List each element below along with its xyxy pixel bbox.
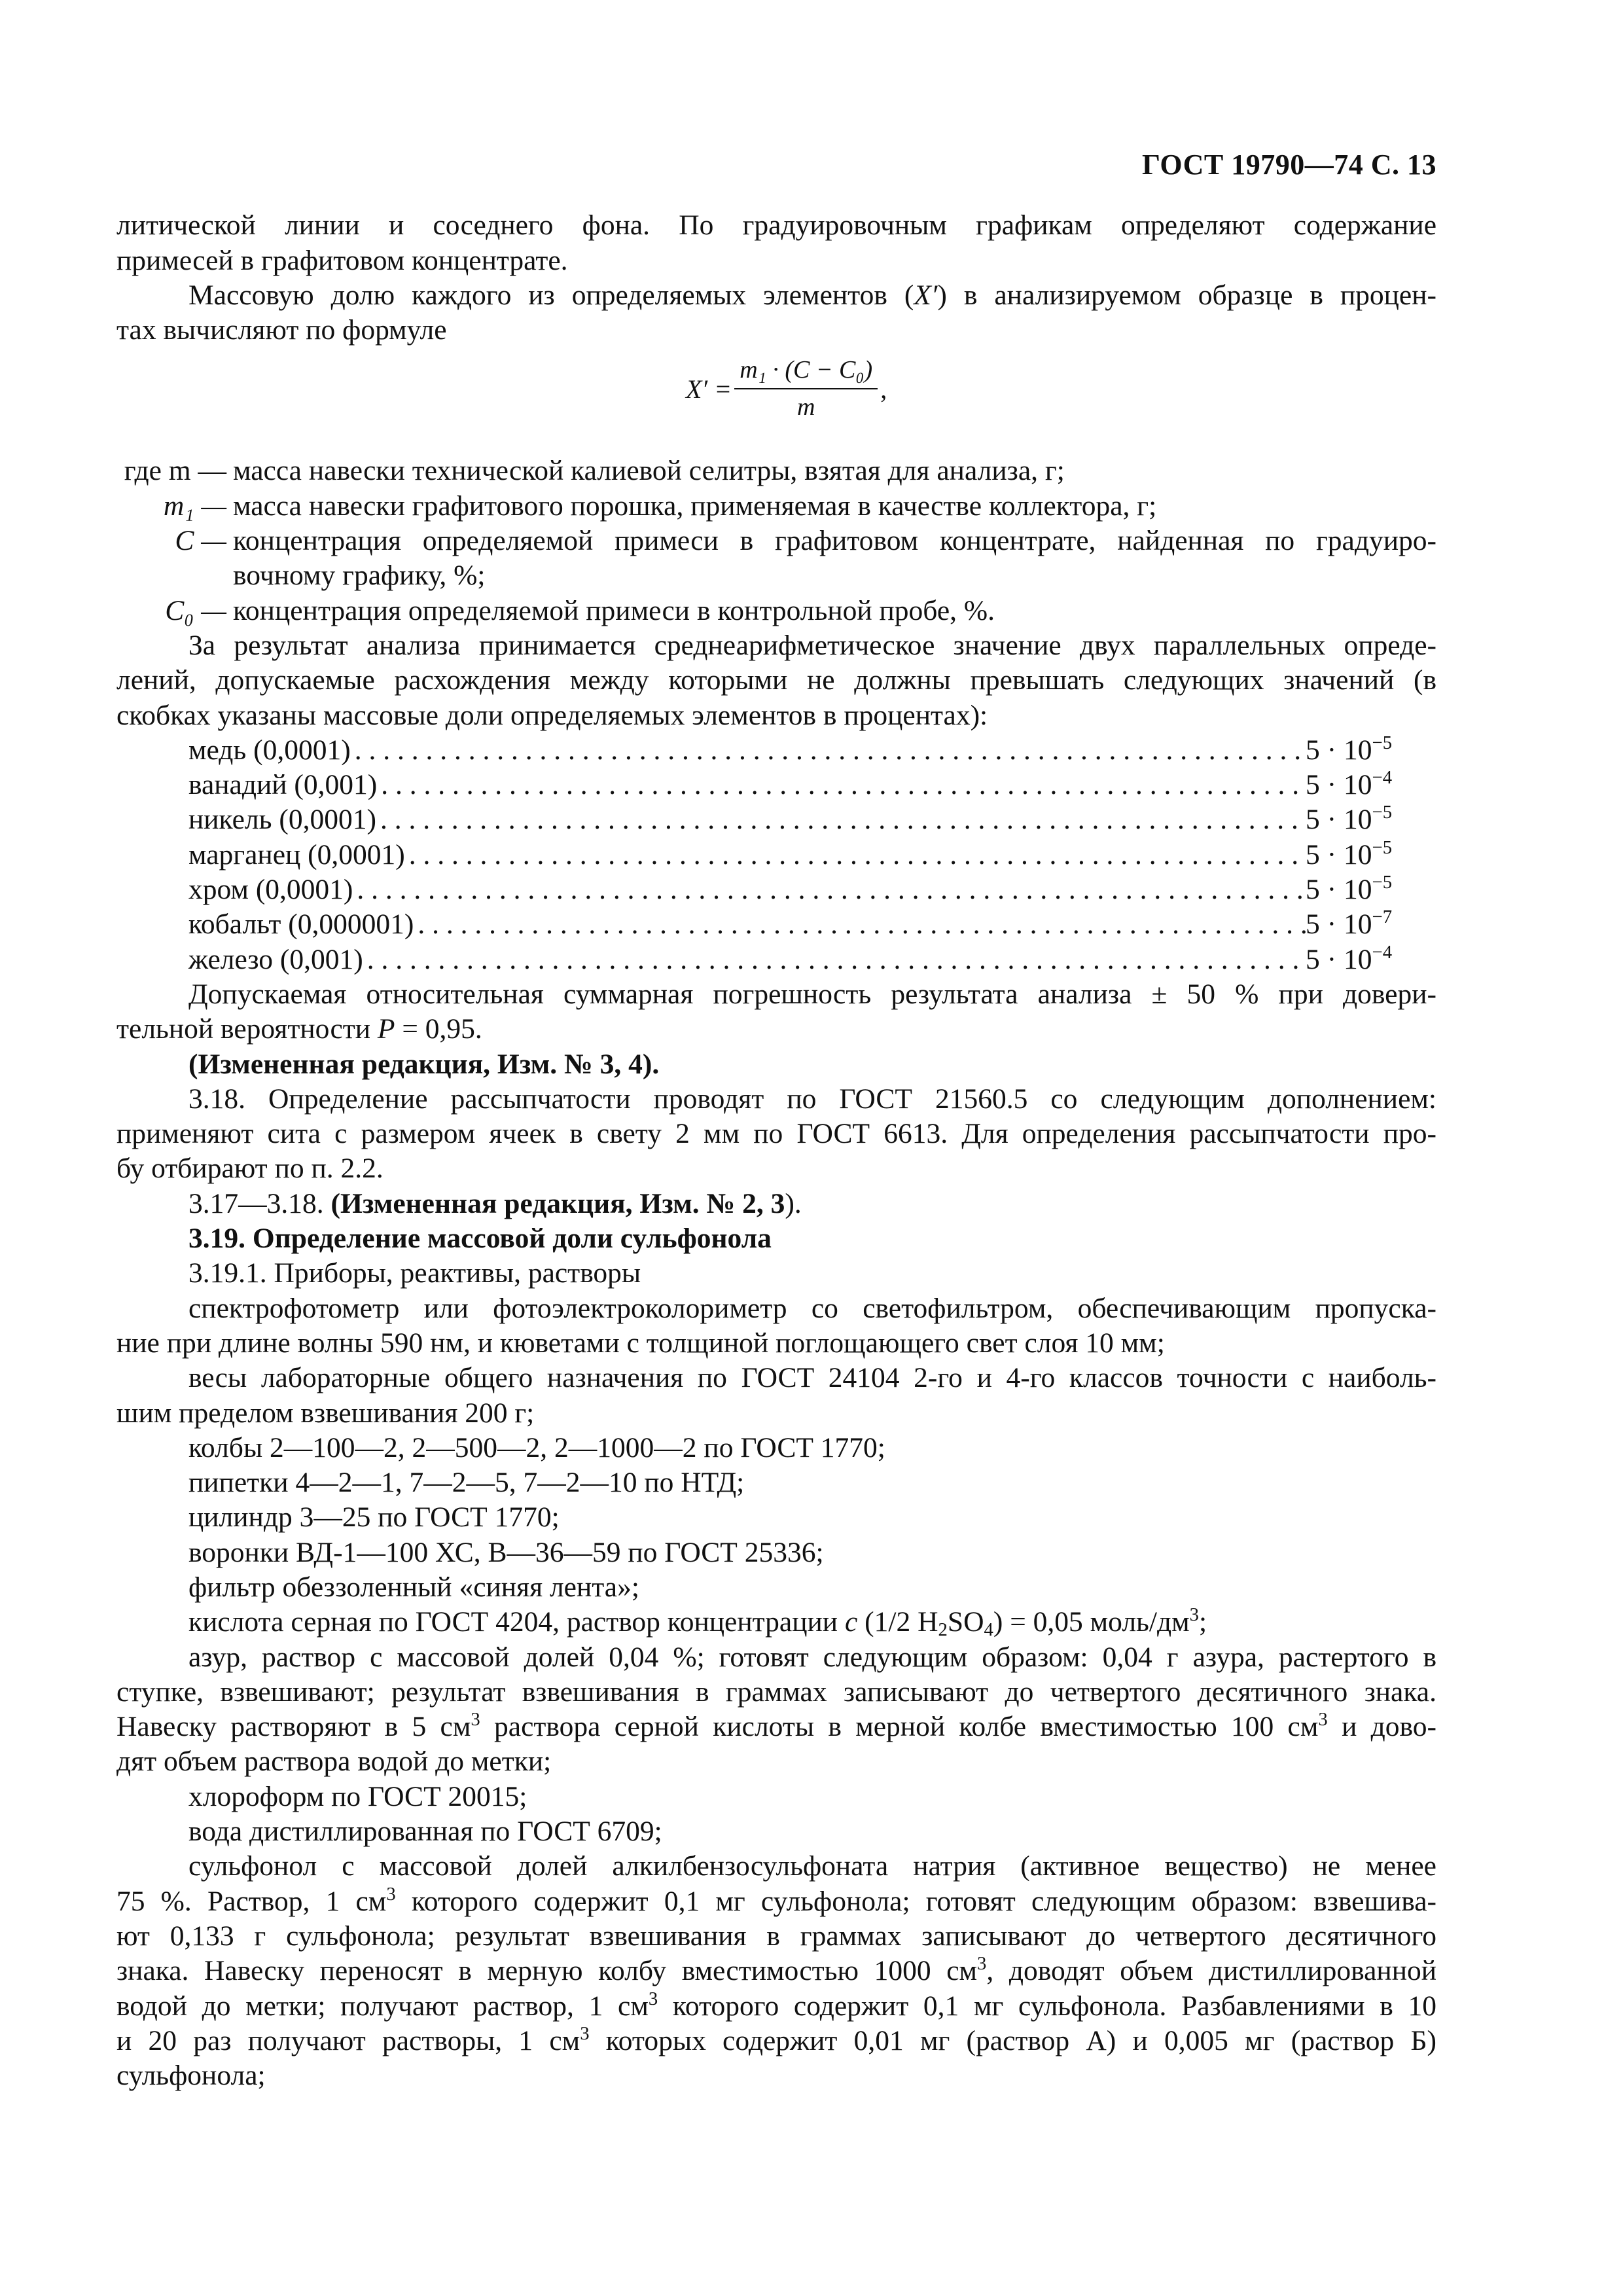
paragraph-1-end: примесей в графитовом концентрате.	[116, 244, 568, 276]
item-flasks: колбы 2—100—2, 2—500—2, 2—1000—2 по ГОСТ 1770;	[188, 1431, 885, 1463]
item-sulfonol-line-5: водой до метки; получают раствор, 1 $см^3$ которого содержит 0,1 мг сульфонола. Разбавлениями в 10	[116, 1988, 1436, 2022]
formula-denominator: m	[796, 393, 815, 422]
formula-lhs: X′ =	[686, 374, 732, 404]
paragraph-3-line-3: скобках указаны массовые доли определяемых элементов в процентах):	[116, 699, 988, 731]
definition-c-cont: вочному графику, %;	[233, 560, 486, 592]
leader-dots	[351, 733, 1306, 768]
item-azure-line-2: ступке, взвешивают; результат взвешивания в граммах записывают до четвертого десятичного знака.	[116, 1676, 1436, 1708]
definition-c: C — концентрация определяемой примеси в графитовом концентрате, найденная по градуиро-	[175, 525, 1436, 557]
formula-definitions	[116, 454, 1436, 628]
item-azure-line-3: Навеску растворяют в 5 $см^3$ раствора серной кислоты в мерной колбе вместимостью 100 $см^3$ и дово-	[116, 1709, 1437, 1743]
item-cylinder: цилиндр 3—25 по ГОСТ 1770;	[188, 1501, 560, 1534]
item-spectrophotometer: спектрофотометр или фотоэлектроколориметр со светофильтром, обеспечивающим пропуска-	[188, 1292, 1436, 1324]
tolerance-row: марганец (0,0001) . . . $5 \cdot 10^{-5}$	[188, 838, 1436, 872]
definition-c0: C₀ — концентрация определяемой примеси в контрольной пробе, %.	[165, 594, 995, 626]
formula	[686, 353, 887, 425]
formula-tail: ,	[880, 374, 887, 404]
item-sulfonol-line-3: ют 0,133 г сульфонола; результат взвешивания в граммах записывают до четвертого десятичного	[116, 1920, 1436, 1952]
item-sulfuric-acid: кислота серная по ГОСТ 4204, раствор концентрации c (1/2 $H_2SO_4) = 0,05$ моль/$дм^3$;	[188, 1604, 1207, 1641]
formula-numerator: m₁ · (C − C₀)	[734, 353, 878, 389]
tolerance-row: железо (0,001) . . . $5 \cdot 10^{-4}$	[188, 942, 1436, 977]
item-scales-end: шим пределом взвешивания 200 г;	[116, 1397, 535, 1429]
paragraph-3-line-2: лений, допускаемые расхождения между которыми не должны превышать следующих значений (в	[116, 664, 1436, 696]
item-sulfonol-line-7: сульфонола;	[116, 2060, 266, 2092]
paragraph-4: Допускаемая относительная суммарная погрешность результата анализа ± 50 % при довери-	[188, 978, 1436, 1010]
section-3-18: 3.18. Определение рассыпчатости проводят по ГОСТ 21560.5 со следующим дополнением:	[188, 1083, 1436, 1115]
amendment-note-2: 3.17—3.18. (Измененная редакция, Изм. № 2, 3).	[188, 1187, 802, 1219]
leader-dots	[405, 838, 1306, 872]
section-3-19-1-title: 3.19.1. Приборы, реактивы, растворы	[188, 1257, 641, 1289]
leader-dots	[353, 872, 1306, 907]
tolerance-row: хром (0,0001) . . . $5 \cdot 10^{-5}$	[188, 872, 1436, 907]
tolerance-row: никель (0,0001) . . . $5 \cdot 10^{-5}$	[188, 802, 1436, 837]
tolerance-row: ванадий (0,001) . . . $5 \cdot 10^{-4}$	[188, 768, 1436, 802]
section-3-19-title: 3.19. Определение массовой доли сульфонола	[188, 1223, 772, 1255]
tolerance-row: медь (0,0001) . . . $5 \cdot 10^{-5}$	[188, 733, 1436, 768]
paragraph-2-end: тах вычисляют по формуле	[116, 314, 447, 346]
paragraph-1: литической линии и соседнего фона. По градуировочным графикам определяют содержание	[116, 209, 1436, 242]
item-sulfonol: сульфонол с массовой долей алкилбензосульфоната натрия (активное вещество) не менее	[188, 1850, 1436, 1882]
tolerance-row: кобальт (0,000001) . . . $5 \cdot 10^{-7}$	[188, 907, 1436, 942]
leader-dots	[414, 907, 1306, 942]
item-sulfonol-line-2: 75 %. Раствор, 1 $см^3$ которого содержит 0,1 мг сульфонола; готовят следующим образом: взвешива-	[116, 1883, 1437, 1917]
definition-m1: m₁ — масса навески графитового порошка, применяемая в качестве коллектора, г;	[163, 490, 1157, 522]
section-3-18-line-2: применяют сита с размером ячеек в свету 2 мм по ГОСТ 6613. Для определения рассыпчатости про-	[116, 1118, 1436, 1150]
amendment-note-1: (Измененная редакция, Изм. № 3, 4).	[188, 1048, 660, 1080]
item-chloroform: хлороформ по ГОСТ 20015;	[188, 1780, 527, 1812]
item-sulfonol-line-6: и 20 раз получают растворы, 1 $см^3$ которых содержит 0,01 мг (раствор А) и 0,005 мг (раствор Б)	[116, 2023, 1436, 2056]
tolerance-list	[116, 733, 1436, 977]
leader-dots	[376, 802, 1306, 837]
formula-fraction	[734, 353, 878, 425]
item-pipettes: пипетки 4—2—1, 7—2—5, 7—2—10 по НТД;	[188, 1467, 745, 1499]
item-azure: азур, раствор с массовой долей 0,04 %; готовят следующим образом: 0,04 г азура, растертого в	[188, 1641, 1436, 1673]
item-funnels: воронки ВД-1—100 ХС, В—36—59 по ГОСТ 25336;	[188, 1536, 824, 1568]
item-sulfonol-line-4: знака. Навеску переносят в мерную колбу вместимостью 1000 $см^3$, доводят объем дистиллированной	[116, 1953, 1437, 1987]
paragraph-2: Массовую долю каждого из определяемых элементов (X′) в анализируемом образце в процен-	[188, 279, 1436, 311]
item-azure-line-4: дят объем раствора водой до метки;	[116, 1746, 552, 1778]
item-scales: весы лабораторные общего назначения по ГОСТ 24104 2-го и 4-го классов точности с наиболь-	[188, 1362, 1436, 1394]
paragraph-3: За результат анализа принимается среднеарифметическое значение двух параллельных опреде-	[188, 629, 1436, 661]
item-filter: фильтр обеззоленный «синяя лента»;	[188, 1571, 639, 1603]
formula-block	[116, 348, 1436, 454]
item-water: вода дистиллированная по ГОСТ 6709;	[188, 1816, 662, 1848]
page-header: ГОСТ 19790—74 С. 13	[1141, 149, 1436, 181]
definition-m: где m — масса навески технической калиевой селитры, взятая для анализа, г;	[124, 455, 1065, 487]
paragraph-4-end: тельной вероятности P = 0,95.	[116, 1013, 482, 1045]
section-3-18-line-3: бу отбирают по п. 2.2.	[116, 1153, 383, 1185]
leader-dots	[377, 768, 1306, 802]
leader-dots	[363, 942, 1306, 977]
item-spectrophotometer-end: ние при длине волны 590 нм, и кюветами с толщиной поглощающего свет слоя 10 мм;	[116, 1327, 1165, 1359]
